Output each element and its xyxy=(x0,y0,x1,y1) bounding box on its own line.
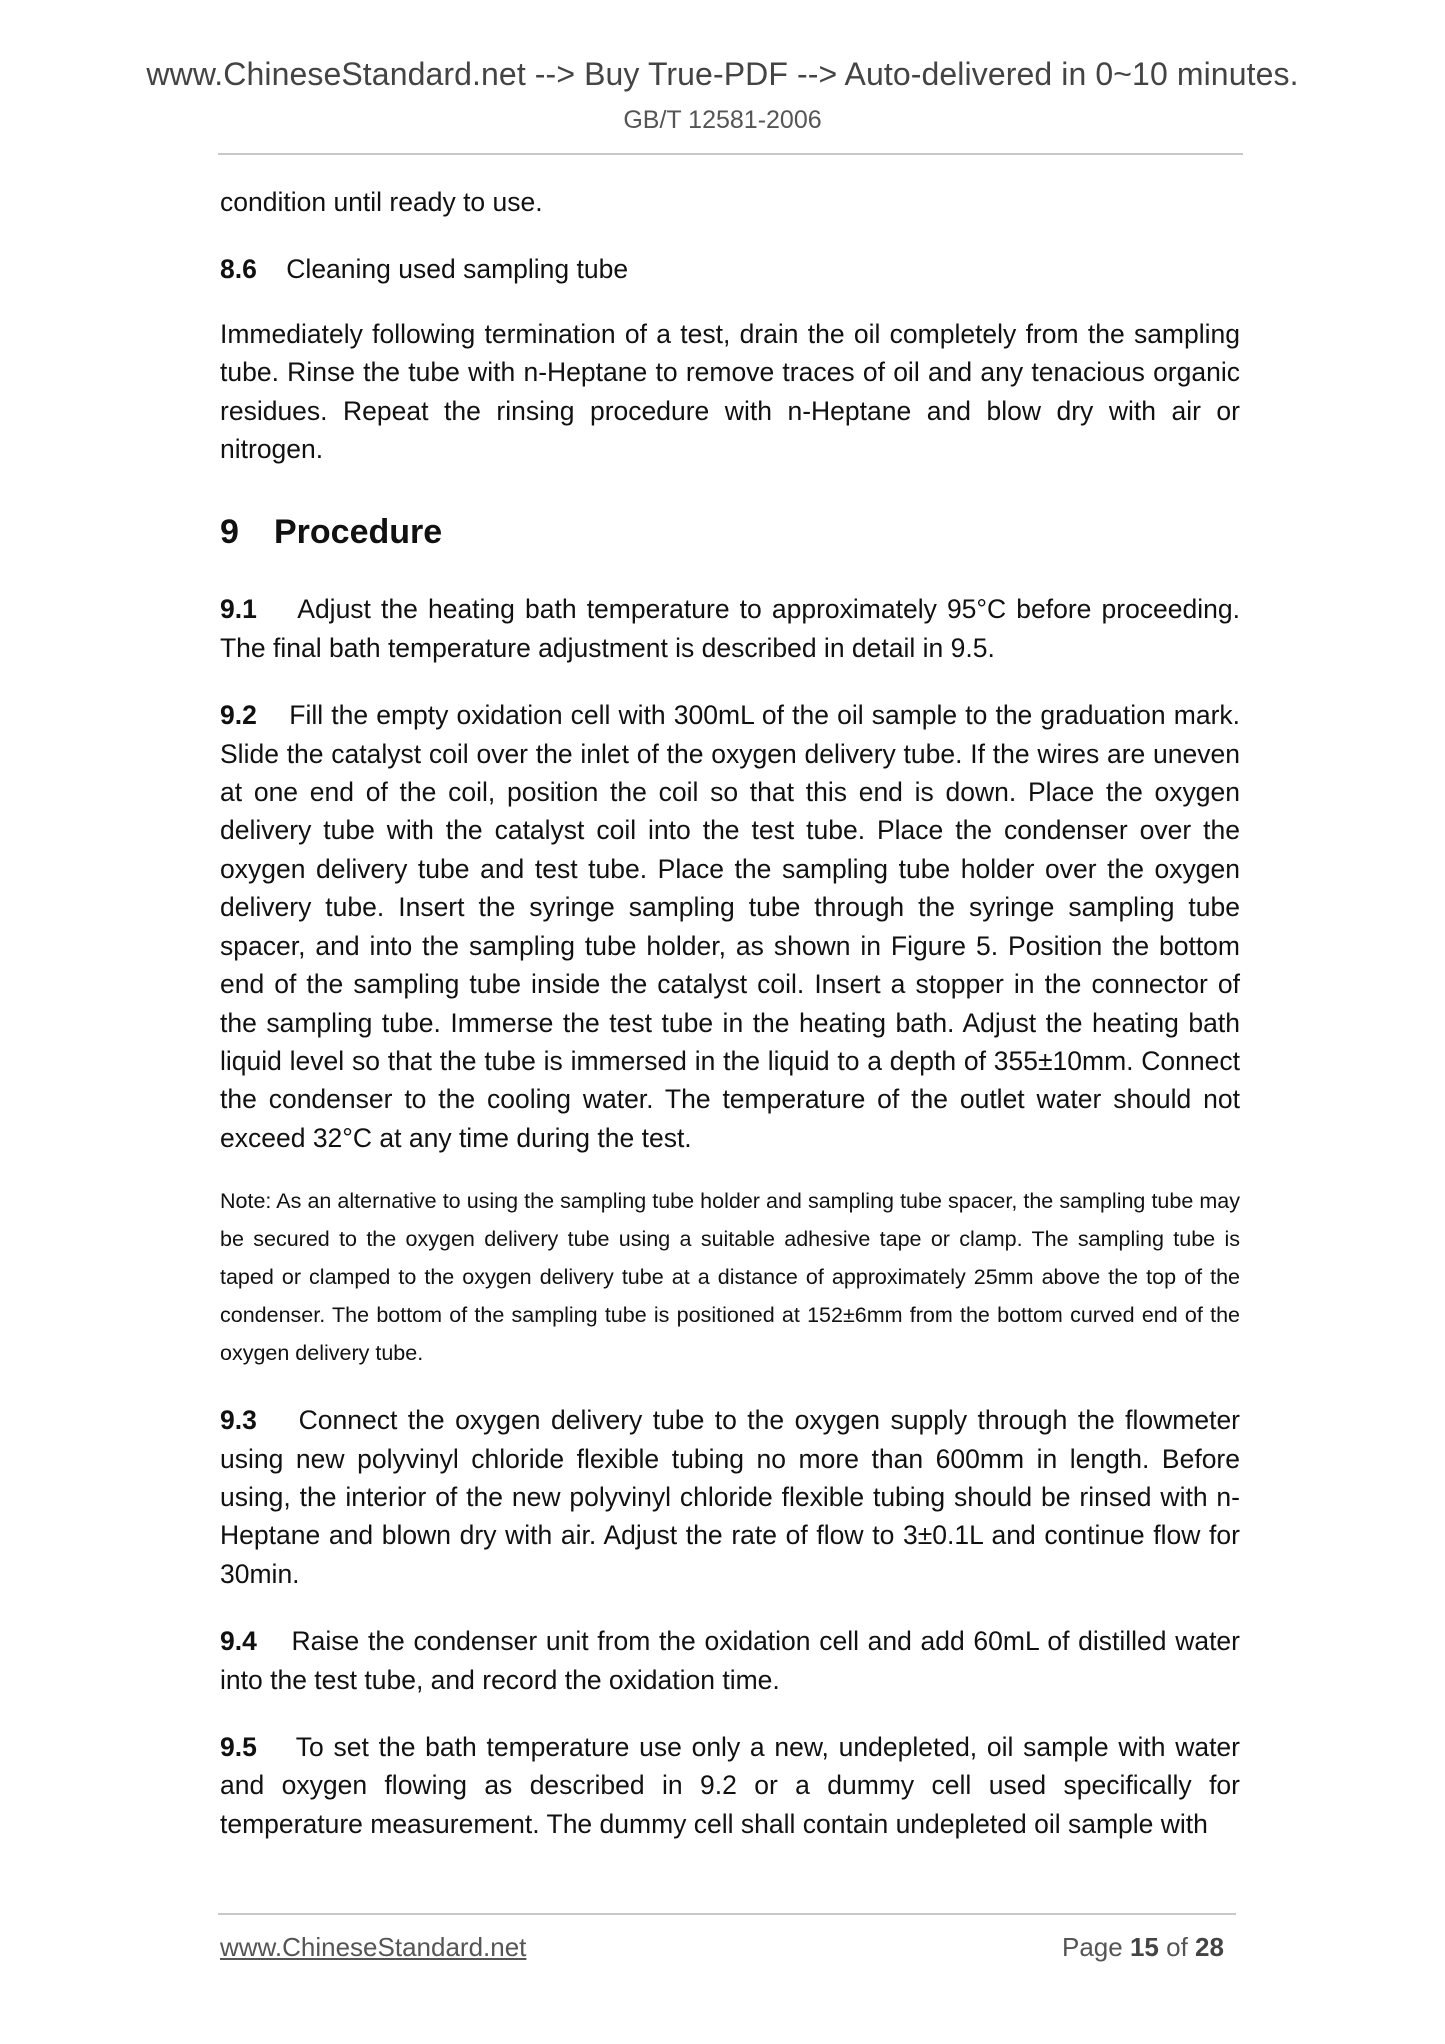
section-number: 9.2 xyxy=(220,700,257,731)
section-9-2-paragraph xyxy=(220,696,1240,1157)
footer-divider xyxy=(218,1913,1236,1915)
section-title: Cleaning used sampling tube xyxy=(286,254,629,285)
section-number: 9.3 xyxy=(220,1405,257,1436)
note-paragraph: Note: As an alternative to using the sampling tube holder and sampling tube spacer, the sampling tube may be secured to the oxygen delivery tube using a suitable adhesive tape or clamp. The sampling tube is taped or clamped to the oxygen delivery tube at a distance of approximately 25mm above the top of the condenser. The bottom of the sampling tube is positioned at 152±6mm from the bottom curved end of the oxygen delivery tube. xyxy=(220,1189,1240,1366)
section-text: To set the bath temperature use only a new, undepleted, oil sample with water and oxygen flowing as described in 9.2 or a dummy cell used specifically for temperature measurement. The dummy cell shall contain undepleted oil sample with xyxy=(220,1731,1240,1839)
section-number: 9.4 xyxy=(220,1626,257,1657)
section-8-6-heading xyxy=(220,250,1240,288)
chapter-number: 9 xyxy=(220,513,239,552)
page-of: of xyxy=(1166,1932,1188,1962)
section-number: 9.5 xyxy=(220,1731,257,1762)
section-9-3-paragraph xyxy=(220,1401,1240,1593)
section-text: Connect the oxygen delivery tube to the oxygen supply through the flowmeter using new polyvinyl chloride flexible tubing no more than 600mm in length. Before using, the interior of the new polyvinyl chloride flexible tubing should be rinsed with n-Heptane and blown dry with air. Adjust the rate of flow to 3±0.1L and continue flow for 30min. xyxy=(220,1405,1241,1589)
section-8-6-paragraph: Immediately following termination of a test, drain the oil completely from the sampling tube. Rinse the tube with n-Heptane to remove traces of oil and any tenacious organic residues. Repeat the rinsing procedure with n-Heptane and blow dry with air or nitrogen. xyxy=(220,318,1240,465)
header-divider xyxy=(218,153,1243,155)
standard-number: GB/T 12581-2006 xyxy=(623,106,822,134)
section-number: 8.6 xyxy=(220,254,257,285)
site-banner[interactable]: www.ChineseStandard.net --> Buy True-PDF --> Auto-delivered in 0~10 minutes. xyxy=(146,56,1299,92)
section-number: 9.1 xyxy=(220,594,257,625)
page-current: 15 xyxy=(1129,1932,1159,1962)
chapter-9-heading xyxy=(220,512,1240,552)
page-indicator xyxy=(1062,1932,1224,1963)
page-word: Page xyxy=(1062,1932,1123,1962)
section-text: Raise the condenser unit from the oxidation cell and add 60mL of distilled water into the test tube, and record the oxidation time. xyxy=(220,1626,1240,1695)
continuation-text: condition until ready to use. xyxy=(220,187,543,217)
section-9-5-paragraph xyxy=(220,1728,1240,1843)
page-body xyxy=(220,183,1240,1843)
chapter-title: Procedure xyxy=(274,513,443,552)
section-9-1-paragraph xyxy=(220,590,1240,667)
page-total: 28 xyxy=(1195,1932,1224,1962)
section-text: Fill the empty oxidation cell with 300mL of the oil sample to the graduation mark. Slide the catalyst coil over the inlet of the oxygen delivery tube. If the wires are uneven at one end of the coil, position the coil so that this end is down. Place the oxygen delivery tube with the catalyst coil into the test tube. Place the condenser over the oxygen delivery tube and test tube. Place the sampling tube holder over the oxygen delivery tube. Insert the syringe sampling tube through the syringe sampling tube spacer, and into the sampling tube holder, as shown in Figure 5. Position the bottom end of the sampling tube inside the catalyst coil. Insert a stopper in the connector of the sampling tube. Immerse the test tube in the heating bath. Adjust the heating bath liquid level so that the tube is immersed in the liquid to a depth of 355±10mm. Connect the condenser to the cooling water. The temperature of the outlet water should not exceed 32°C at any time during the test. xyxy=(220,700,1241,1153)
section-text: Adjust the heating bath temperature to approximately 95°C before proceeding. The final bath temperature adjustment is described in detail in 9.5. xyxy=(220,594,1240,663)
footer-site-link[interactable]: www.ChineseStandard.net xyxy=(220,1932,527,1962)
section-9-4-paragraph xyxy=(220,1622,1240,1699)
